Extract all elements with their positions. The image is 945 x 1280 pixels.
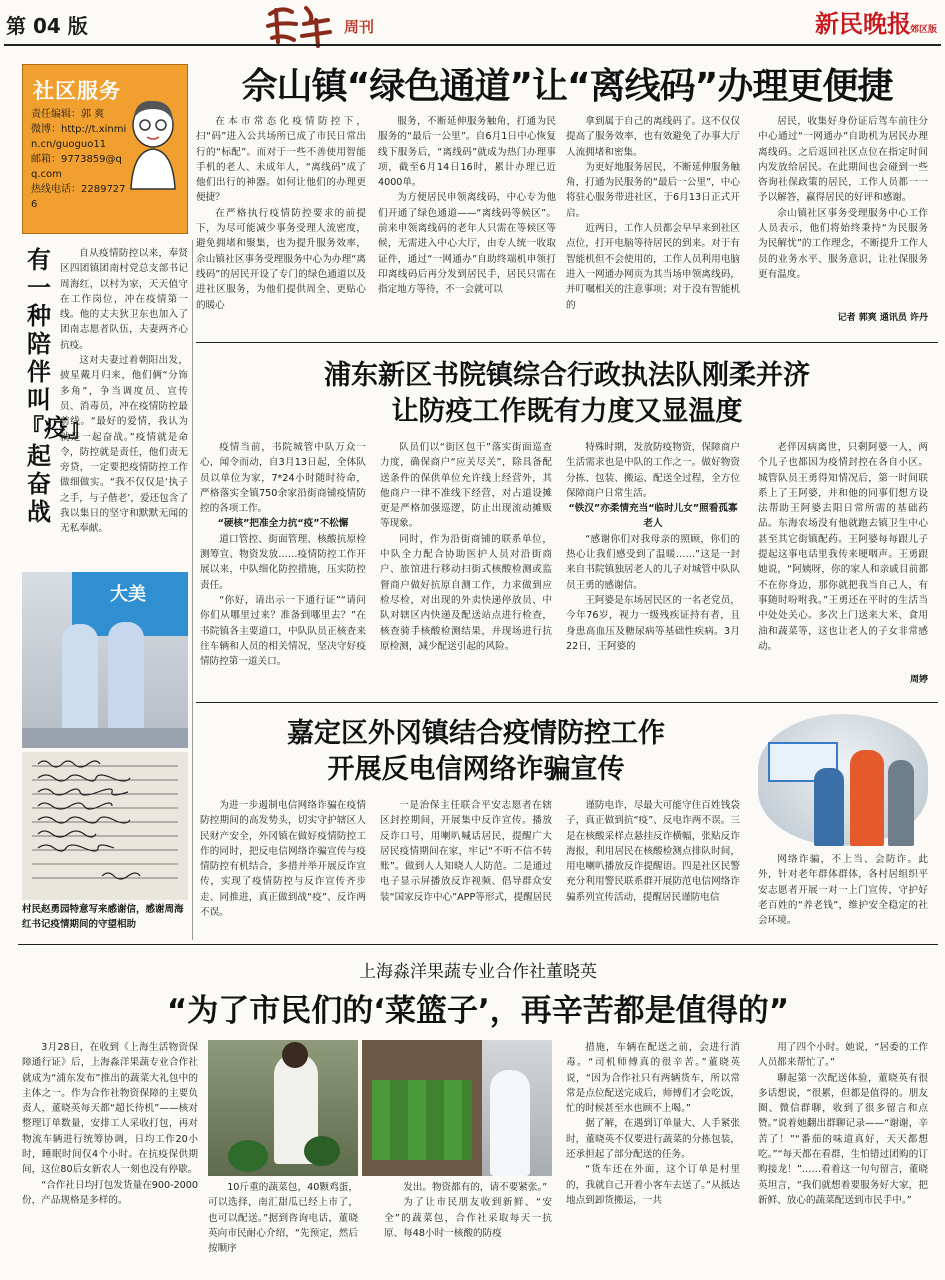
article4-col3 xyxy=(384,1180,552,1272)
article-paragraph: 在本市常态化疫情防控下，扫“码”进入公共场所已成了市民日常出行的“标配”。而对于一些不善使用智能手机的老人、未成年人，“离线码”成了他们出行的神器。如何让他们的办理更便捷？ xyxy=(196,116,366,204)
article-paragraph: 疫情当前，书院城管中队万众一心，闻令而动，自3月13日起，全体队员以单位为家，7*24小时随时待命，严格落实全镇750余家沿街商铺疫情防控的各项工作。 xyxy=(200,442,366,515)
article2-byline: 周婷 xyxy=(909,675,928,685)
article-paragraph: 佘山镇社区事务受理服务中心工作人员表示，他们将始终秉持“为民服务 为民解忧”的工作理念，不断提升工作人员的业务水平、服务意识，让社保服务更有温度。 xyxy=(758,207,928,280)
article-paragraph: 为了让市民朋友收到新鲜、“安全”的蔬菜包，合作社采取每天一抗原、每48小时一核酸的防疫 xyxy=(384,1197,552,1239)
article-subheading: “铁汉”亦柔情充当“临时儿女”照看孤寡老人 xyxy=(568,503,738,530)
article1-col1 xyxy=(196,114,366,328)
article-paragraph: 近两日，工作人员都会早早来到社区点位，打开电脑等待居民的到来。对于有智能机但不会使用的，工作人员利用电脑进入一网通办网页为其当场申领离线码，并叮嘱相关的注意事项；对于没有智能机的 xyxy=(566,223,740,311)
article-paragraph: 为进一步遏制电信网络诈骗在疫情防控期间的高发势头，切实守护辖区人民财产安全，外冈镇在做好疫情防控工作的同时，把反电信网络诈骗宣传与疫情防控有机结合，多措并举开展反诈宣传，实现了疫情防控与反诈宣传齐步走、同推进，真正做到战“疫”、反诈两不误。 xyxy=(200,800,366,919)
article3-col1 xyxy=(200,798,366,936)
sidebar-headline: 有一种陪伴叫『疫』起奋战 xyxy=(20,246,92,526)
article-paragraph: 发出。物资都有的，请不要紧张。” xyxy=(403,1182,548,1193)
article1-col4 xyxy=(758,114,928,308)
newspaper-sub: 郊区版 xyxy=(909,25,937,35)
article-paragraph: 这对夫妻过着朝阳出发，披星戴月归来，他们俩“分饰多角”，争当调度员、宣传员、消毒员，冲在疫情防控最前线。“最好的爱情，我认为就是一起奋战。”疫情就是命令，防控就是责任，他们责无旁贷，一定要把疫情防控工作做细做实。“我不仅仅是‘执子之手，与子偕老’，爱还包含了我以集日的坚守和默默无闻的无私奉献。 xyxy=(60,355,188,535)
column-info-box xyxy=(22,64,188,234)
article-paragraph: 自从疫情防控以来，奉贤区四团镇团南村党总支部书记周海红，以村为家，天天值守在工作岗位，冲在疫情第一线。他的丈夫狄卫东也加入了团南志愿者队伍，夫妻两齐心抗疫。 xyxy=(60,248,188,351)
article-paragraph: “你好，请出示一下通行证”“请问你们从哪里过来？准备到哪里去？”在书院镇各主要道口，中队队员正核查来往车辆和人员的相关情况，坚决守好疫情防控第一道关口。 xyxy=(200,594,366,668)
photo-volunteer xyxy=(850,750,884,846)
article4-col4 xyxy=(566,1040,740,1272)
article-paragraph: 谨防电诈，尽最大可能守住百姓钱袋子，真正做到抗“疫”、反电诈两不误。三是在核酸采样点悬挂反诈横幅，张贴反诈海报，利用居民在核酸检测点排队时间，用电喇叭播放反诈提醒语。四是社区民警充分利用警民联系群开展防范电信网络诈骗系列宣传活动，提醒居民谨防电信 xyxy=(566,800,740,903)
article-paragraph: 措施，车辆在配送之前，会进行消毒。“司机师傅真的很辛苦。”董晓英说，“因为合作社只有两辆货车，所以常常是点位配送完成后，师傅们才会吃饭，忙的时候甚至水也顾不上喝。” xyxy=(566,1042,740,1115)
article3-col2 xyxy=(380,798,552,936)
article2-bottom-rule xyxy=(196,702,938,703)
sidebar-photo-letter xyxy=(22,752,188,900)
article3-headline-line2: 开展反电信网络诈骗宣传 xyxy=(327,754,625,785)
article4-col1 xyxy=(22,1040,198,1272)
photo-resident-2 xyxy=(888,760,914,846)
photo-sign-text: 大美 xyxy=(110,584,146,605)
article-paragraph: 服务，不断延伸服务触角，打通为民服务的“最后一公里”。自6月1日中心恢复线下服务后，“离线码”就成为热门办理事项，截至6月14日16时，累计办理已近4000单。 xyxy=(378,116,556,189)
column-title: 社区服务 xyxy=(33,79,121,103)
photo-farmer-head xyxy=(282,1042,308,1068)
article1-col2 xyxy=(378,114,556,328)
article-paragraph: 网络诈骗，不上当、会防诈。此外，针对老年群体群体，各村居组织平安志愿者开展一对一上门宣传，守护好老百姓的“养老钱”，维护安全稳定的社会环境。 xyxy=(758,854,928,927)
article2-col2 xyxy=(380,440,552,686)
photo-vegetable-boxes xyxy=(372,1080,472,1160)
article-paragraph: 为更好地服务居民，不断延伸服务触角，打通为民服务的“最后一公里”，中心将驻心服务带进社区，于6月13日正式开启。 xyxy=(566,161,740,219)
article-paragraph: 10斤重的蔬菜包，40颗鸡蛋，可以选择，南汇甜瓜已经上市了，也可以配送。”据到咨询电话，董晓英向市民耐心介绍，“先预定，然后按顺序 xyxy=(208,1182,358,1255)
sidebar-body xyxy=(60,246,188,535)
article2-col4 xyxy=(758,440,928,672)
article4-headline: “为了市民们的‘菜篮子’，再辛苦都是值得的” xyxy=(166,993,790,1029)
photo-resident xyxy=(814,768,844,846)
article-paragraph: 在严格执行疫情防控要求的前提下，为尽可能减少事务受理人流密度，避免拥堵和聚集，也为提升服务效率，佘山镇社区事务受理服务中心为办理“离线码”的居民开设了专门的绿色通道以及进社区服务，为他们提供周全、更贴心的暖心 xyxy=(196,207,366,311)
article2-col1 xyxy=(200,440,366,686)
article4-kicker: 上海淼洋果蔬专业合作社董晓英 xyxy=(359,962,597,982)
article-paragraph: “感谢你们对我母亲的照顾，你们的热心让我们感受到了温暖……”这是一封来自书院镇独居老人的儿子对城管中队队员王勇的感谢信。 xyxy=(566,533,740,591)
article-paragraph: 老伴因病离世，只剩阿婆一人，两个儿子也都因为疫情封控在各自小区。城管队员王勇得知情况后，第一时间联系上了王阿婆，并和他的同事们想方设法帮助王阿婆去阳日常所需的基础药品。东海农场没有他就跑去镇卫生中心甚至其它街镇配药。王阿婆每每跟儿子提起这事电话里我传来哽咽声。王勇跟她说，“阿姨呀，你的家人和亲戚目前都不在你身边，那你就把我当自己人，有事随时吩咐我。”王勇还在平时的生活当中处处关心。多次上门送来大米、食用油和蔬菜等，这也让老人的子女非常感动。 xyxy=(758,442,928,652)
article-paragraph: 3月28日，在收到《上海生活物资保障通行证》后，上海淼洋果蔬专业合作社就成为“浦东发布”推出的蔬菜大礼包中的主体之一。作为合作社物资保障的主要负责人，董晓英每天都“超长待机”——核对整理订单数量，安排工人采收打包，再对物流车辆进行统筹协调，日均工作20小时，睡眠时间仅4个小时。在抗疫保供期间，这位80后女新农人一刻也没有停歇。 xyxy=(22,1042,198,1176)
column-email: 邮箱：9773859@qq.com xyxy=(31,154,122,180)
article1-byline: 记者 郭爽 通讯员 许丹 xyxy=(837,313,928,323)
article-paragraph: 队员们以“街区包干”落实街面巡查力度，确保商户“应关尽关”，除具备配送条件的保供单位允许线上经营外，其他商户一律不准线下经营，对占道设摊更是严格加强巡逻，防止出现流动摊贩等现象。 xyxy=(380,442,552,530)
article1-headline: 佘山镇“绿色通道”让“离线码”办理更便捷 xyxy=(241,66,893,107)
column-weibo: 微博：http://t.xinmin.cn/guoguo11 xyxy=(31,124,127,150)
handwritten-letter-icon xyxy=(22,752,188,900)
article-subheading: “硬核”把准全力抗“疫”不松懈 xyxy=(217,518,349,530)
article4-photo-farm xyxy=(208,1040,358,1176)
article2-col3 xyxy=(566,440,740,686)
article3-col3 xyxy=(566,798,740,936)
article3-headline-line1: 嘉定区外冈镇结合疫情防控工作 xyxy=(287,718,665,749)
newspaper-logo: 新民晚报 xyxy=(815,9,911,38)
article-paragraph: 拿到属于自己的离线码了。这不仅仅提高了服务效率，也有效避免了办事大厅人流拥堵和密集。 xyxy=(566,116,740,158)
sidebar-caption: 村民赵勇园特意写来感谢信，感谢周海红书记疫情期间的守望相助 xyxy=(22,904,184,930)
edition-label: 第 04 版 xyxy=(6,14,88,38)
article3-col4 xyxy=(758,852,928,936)
article-paragraph: “货车还在外面，这个订单是村里的，我就自己开着小客车去送了。”从抵达地点到卸货搬运，一共 xyxy=(566,1164,740,1206)
column-info-text xyxy=(31,107,129,212)
article4-col2 xyxy=(208,1180,358,1272)
article4-photo-truck xyxy=(362,1040,552,1176)
article1-bottom-rule xyxy=(196,342,938,343)
article-paragraph: 用了四个小时。她说，“居委的工作人员都来帮忙了。” xyxy=(758,1042,928,1069)
article-paragraph: 据了解，在遇到订单量大、人手紧张时，董晓英不仅要进行蔬菜的分拣包装，还承担起了部分配送的任务。 xyxy=(566,1118,740,1161)
article3-photo xyxy=(758,714,928,846)
masthead-rule xyxy=(4,44,941,46)
photo-worker xyxy=(490,1070,530,1176)
article-paragraph: 一是治保主任联合平安志愿者在辖区封控期间，开展集中反诈宣传。播放反诈口号，用喇叭喊话居民，提醒广大居民疫情期间在家，牢记“不听不信不转账”。做到人人知晓人人防范。二是通过电子显示屏播放反诈视频、倡导群众安装“国家反诈中心”APP等形式，提醒居民 xyxy=(380,800,552,903)
photo-watermelon-2 xyxy=(304,1136,340,1166)
columnist-portrait-icon xyxy=(123,91,183,191)
sidebar-photo-couple xyxy=(22,572,188,748)
article3-bottom-rule xyxy=(18,944,938,945)
sidebar-divider xyxy=(192,240,193,940)
weekly-label: 周刊 xyxy=(344,18,375,36)
article-paragraph: 道口管控、街面管理、核酸抗原检测筹宣、物资发放……疫情防控工作开展以来，中队细化防控措施，压实防控责任。 xyxy=(200,533,366,591)
article-paragraph: “合作社日均打包发货量在900-2000份，产品规格是多样的。 xyxy=(22,1179,198,1206)
supplement-logo xyxy=(262,2,382,50)
article4-col5 xyxy=(758,1040,928,1272)
article-paragraph: 居民，收集好身份证后驾车前往分中心通过“一网通办”自助机为居民办理离线码。之后返回社区点位在指定时间内发放给居民。在此期间也会碰到一些咨询社保政策的居民，工作人员都一一予以解答，赢得居民的好评和感谢。 xyxy=(758,116,928,204)
article2-headline-line1: 浦东新区书院镇综合行政执法队刚柔并济 xyxy=(324,360,810,391)
article1-col3 xyxy=(566,114,740,328)
article2-headline-line2: 让防疫工作既有力度又显温度 xyxy=(391,396,743,427)
article-paragraph: 为方便居民申领离线码，中心专为他们开通了绿色通道——“离线码等候区”。前来申领离线码的老年人只需在等候区等候，无需进入中心大厅，由专人统一收取证件，通过“一网通办”自助终端机申领打印离线码后再分发到居民手，居民只需在指定地方等待，不一会就可以 xyxy=(378,192,556,296)
article-paragraph: 特殊时期，发放防疫物资，保障商户生活需求也是中队的工作之一。做好物资分拣、包装、搬运、配送全过程，全方位保障商户日常生活。 xyxy=(566,442,740,499)
article-paragraph: 王阿婆是东场居民区的一名老党员，今年76岁，视力一级残疾证持有者，且身患高血压及糖尿病等基础性疾病。3月22日，王阿婆的 xyxy=(566,594,740,652)
column-hotline: 热线电话：22897276 xyxy=(31,184,126,210)
column-editor: 责任编辑：郭 爽 xyxy=(31,109,105,120)
article-paragraph: 聊起第一次配送体验，董晓英有很多话想说，“很累，但都是值得的。朋友圈、微信群聊，收到了很多留言和点赞。”说着她翻出群聊记录——“谢谢，辛苦了！”“番茄的味道真好，天天都想吃。”“每天都在看群，生怕错过团购的订购接龙！”……看着这一句句留言，董晓英坦言，“我们就想着要服务好大家，把新鲜、放心的蔬菜配送到市民手中。” xyxy=(758,1072,928,1206)
photo-floor xyxy=(22,728,188,748)
photo-watermelon-1 xyxy=(228,1140,268,1172)
article-paragraph: 同时，作为沿街商铺的联系单位，中队全力配合协助医护人员对沿街商户、旅馆进行移动扫街式核酸检测或监督商户做好抗原自测工作，力求做到应检尽检，对出现的外卖快递停放员、中队对辖区内快递及配送站点进行检查，核查骑手核酸检测结果，并现场进行抗原检测，减少配送引起的风险。 xyxy=(380,533,552,652)
